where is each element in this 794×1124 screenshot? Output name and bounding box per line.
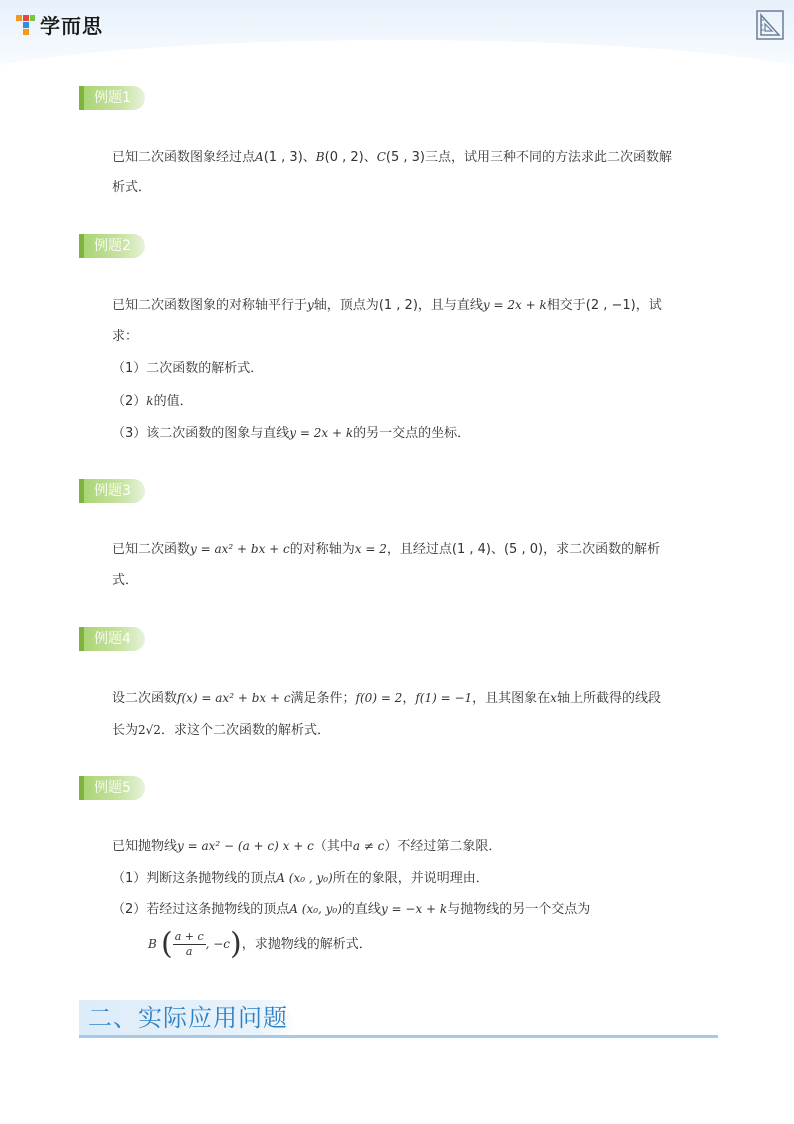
ex3-line-2: 式．	[112, 573, 139, 588]
text: （其中	[313, 839, 353, 854]
math: A (x₀ , y₀)	[276, 871, 333, 885]
math: C	[376, 150, 386, 164]
example-tag-4: 例题4	[79, 627, 145, 651]
math: B	[315, 150, 325, 164]
text: 长为	[112, 723, 139, 738]
math: 2√2	[138, 723, 161, 737]
math: A (x₀, y₀)	[289, 902, 342, 916]
ruler-triangle-icon	[756, 10, 784, 40]
logo	[16, 10, 103, 39]
ex2-line-2: 求：	[112, 329, 139, 344]
text: （2）若经过这条抛物线的顶点	[112, 902, 290, 917]
point: (2 , −1)	[585, 298, 636, 313]
ex2-item-2	[112, 391, 193, 412]
math: y	[307, 298, 314, 312]
math: y = 2x + k	[482, 298, 547, 312]
text: 的值．	[153, 394, 193, 409]
math: k	[146, 394, 154, 408]
math: y = 2x + k	[289, 426, 354, 440]
ex1-line-1	[112, 147, 672, 168]
text: 所在的象限，并说明理由．	[332, 871, 489, 886]
text: 相交于	[546, 298, 586, 313]
point-b: (0 , 2)	[324, 150, 364, 165]
math: A	[255, 150, 264, 164]
text: 已知二次函数图象经过点	[112, 150, 256, 165]
text: （3）该二次函数的图象与直线	[112, 426, 290, 441]
text: ，且其图象在	[472, 691, 551, 706]
text: 的另一交点的坐标．	[353, 426, 471, 441]
logo-mark-icon	[16, 13, 36, 37]
math: x = 2	[354, 542, 387, 556]
text: 三点，试用三种不同的方法求此二次函数解	[425, 150, 673, 165]
ex4-line-1	[112, 688, 661, 709]
math: f(0) = 2	[355, 691, 403, 705]
section-underline	[79, 1035, 718, 1038]
example-tag-2: 例题2	[79, 234, 145, 258]
fraction-numerator: a + c	[174, 930, 204, 943]
text: ．求这个二次函数的解析式．	[160, 723, 330, 738]
text: 已知抛物线	[112, 839, 178, 854]
ex4-line-2	[112, 720, 330, 741]
math: y = −x + k	[380, 902, 448, 916]
ex5-item-2	[112, 899, 590, 920]
text: ）不经过第二象限．	[384, 839, 502, 854]
math: , −c	[205, 937, 231, 951]
text: （1）判断这条抛物线的顶点	[112, 871, 277, 886]
ex2-item-1: （1）二次函数的解析式．	[112, 361, 264, 376]
example-tag-1: 例题1	[79, 86, 145, 110]
math: f(1) = −1	[415, 691, 473, 705]
math: f(x) = ax² + bx + c	[177, 691, 291, 705]
example-tag-5: 例题5	[79, 776, 145, 800]
ex5-item-1	[112, 868, 489, 889]
ex2-line-1	[112, 295, 662, 316]
text: 已知二次函数图象的对称轴平行于	[112, 298, 308, 313]
example-tag-3: 例题3	[79, 479, 145, 503]
text: ，求二次函数的解析	[543, 542, 661, 557]
section-heading: 二、实际应用问题	[88, 1004, 288, 1032]
point: (1 , 4)	[451, 542, 491, 557]
text: ，且经过点	[386, 542, 452, 557]
text: （2）	[112, 394, 147, 409]
text: 的对称轴为	[289, 542, 355, 557]
math: a ≠ c	[352, 839, 385, 853]
point-a: (1 , 3)	[263, 150, 303, 165]
text: 、	[363, 150, 377, 165]
text: 满足条件；	[290, 691, 356, 706]
logo-text: 学而思	[40, 14, 103, 38]
math: y = ax² − (a + c) x + c	[177, 839, 314, 853]
math: y = ax² + bx + c	[190, 542, 290, 556]
text: 已知二次函数	[112, 542, 191, 557]
left-paren: (	[160, 926, 173, 962]
right-paren: )	[230, 926, 242, 962]
text: 与抛物线的另一个交点为	[447, 902, 591, 917]
ex5-line-1	[112, 836, 501, 857]
ex5-item-2-point-b	[148, 926, 372, 962]
text: ，试	[635, 298, 662, 313]
text: 轴上所截得的线段	[556, 691, 661, 706]
text: 、	[490, 542, 504, 557]
ex3-line-1	[112, 539, 660, 560]
ex1-line-2: 析式．	[112, 180, 152, 195]
point: (5 , 0)	[503, 542, 544, 557]
math: x	[550, 691, 557, 705]
vertex: (1 , 2)	[378, 298, 418, 313]
text: ，且与直线	[417, 298, 483, 313]
text: 的直线	[341, 902, 381, 917]
ex2-item-3	[112, 423, 470, 444]
fraction-denominator: a	[185, 945, 193, 958]
math: B	[148, 937, 157, 951]
point-c: (5 , 3)	[385, 150, 426, 165]
text: 设二次函数	[112, 691, 178, 706]
fraction	[173, 930, 206, 959]
text: ，求抛物线的解析式．	[241, 937, 372, 952]
text: 轴，顶点为	[313, 298, 379, 313]
text: 、	[302, 150, 316, 165]
text: ，	[402, 691, 416, 706]
